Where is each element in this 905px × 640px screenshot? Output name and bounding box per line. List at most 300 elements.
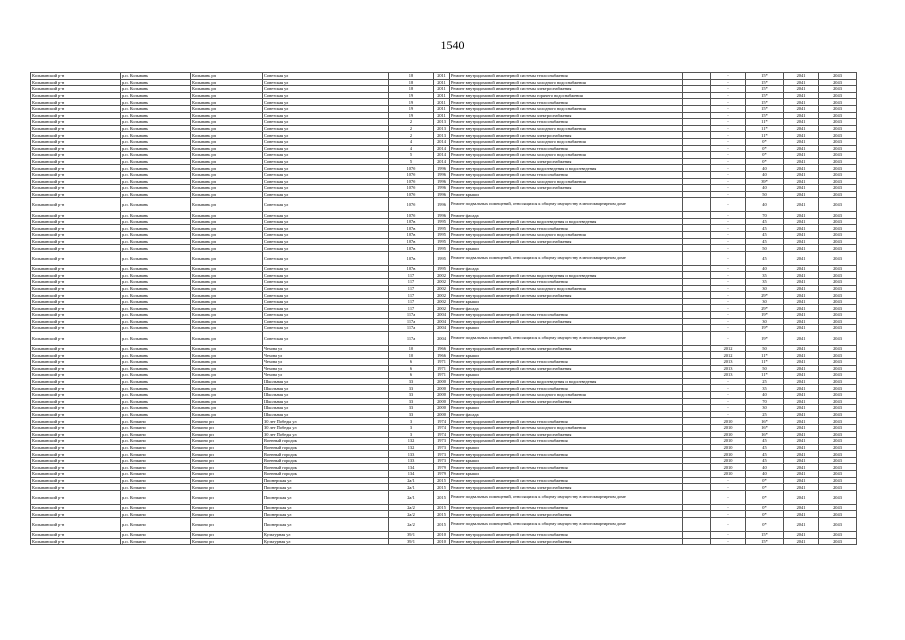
cell-house: 107в (389, 245, 434, 252)
cell-district: Колыванский р-н (31, 152, 121, 159)
cell-work-type: Ремонт крыши (450, 298, 683, 305)
cell-last-repair: - (711, 391, 746, 398)
cell-locality: р.п. Колывань (121, 158, 191, 165)
cell-year: 2011 (434, 92, 450, 99)
table-row (31, 444, 857, 451)
cell-last-repair: - (711, 112, 746, 119)
cell-wear: 16* (746, 424, 784, 431)
cell-plan-end: 2043 (819, 305, 857, 312)
cell-district: Колыванский р-н (31, 178, 121, 185)
cell-settlement: Колывань рп (191, 305, 263, 312)
cell-spacer (683, 424, 711, 431)
cell-house: 107б (389, 191, 434, 198)
cell-wear: 30 (746, 298, 784, 305)
cell-street: Советская ул (263, 79, 389, 86)
cell-plan-end: 2043 (819, 152, 857, 159)
table-row (31, 86, 857, 93)
cell-district: Колыванский р-н (31, 119, 121, 126)
cell-settlement: Кочкино рп (191, 431, 263, 438)
cell-plan-start: 2041 (784, 431, 819, 438)
cell-wear: 0* (746, 504, 784, 511)
cell-locality: р.п. Колывань (121, 191, 191, 198)
cell-last-repair: - (711, 245, 746, 252)
cell-district: Колыванский р-н (31, 312, 121, 319)
cell-locality: р.п. Кочкино (121, 471, 191, 478)
cell-last-repair: - (711, 272, 746, 279)
cell-locality: р.п. Колывань (121, 225, 191, 232)
cell-year: 1996 (434, 198, 450, 212)
cell-house: 117 (389, 298, 434, 305)
cell-spacer (683, 138, 711, 145)
cell-wear: 11* (746, 132, 784, 139)
cell-plan-end: 2043 (819, 345, 857, 352)
cell-settlement: Кочкино рп (191, 532, 263, 539)
cell-year: 2015 (434, 490, 450, 504)
cell-wear: 40 (746, 471, 784, 478)
cell-year: 1973 (434, 438, 450, 445)
cell-plan-end: 2043 (819, 511, 857, 518)
cell-street: Советская ул (263, 292, 389, 299)
table-row (31, 345, 857, 352)
cell-plan-end: 2043 (819, 385, 857, 392)
cell-wear: 19* (746, 331, 784, 345)
cell-settlement: Кочкино рп (191, 424, 263, 431)
cell-wear: 0* (746, 477, 784, 484)
table-row (31, 318, 857, 325)
cell-year: 2000 (434, 378, 450, 385)
table-row (31, 138, 857, 145)
cell-locality: р.п. Колывань (121, 73, 191, 80)
cell-work-type: Ремонт внутридомовой инженерной системы электроснабжения (450, 238, 683, 245)
cell-street: Советская ул (263, 119, 389, 126)
cell-plan-start: 2041 (784, 178, 819, 185)
cell-spacer (683, 218, 711, 225)
cell-plan-end: 2043 (819, 532, 857, 539)
cell-last-repair: - (711, 198, 746, 212)
cell-spacer (683, 464, 711, 471)
cell-district: Колыванский р-н (31, 457, 121, 464)
cell-last-repair: - (711, 325, 746, 332)
cell-wear: 30 (746, 405, 784, 412)
cell-plan-end: 2043 (819, 292, 857, 299)
cell-last-repair: - (711, 285, 746, 292)
cell-locality: р.п. Колывань (121, 198, 191, 212)
cell-plan-start: 2041 (784, 318, 819, 325)
cell-locality: р.п. Колывань (121, 372, 191, 379)
cell-last-repair: - (711, 318, 746, 325)
cell-house: 107в (389, 238, 434, 245)
table-row (31, 484, 857, 491)
cell-work-type: Ремонт внутридомовой инженерной системы холодного водоснабжения (450, 152, 683, 159)
cell-locality: р.п. Колывань (121, 178, 191, 185)
cell-plan-end: 2043 (819, 451, 857, 458)
cell-street: Военный городок (263, 457, 389, 464)
cell-work-type: Ремонт внутридомовой инженерной системы теплоснабжения (450, 477, 683, 484)
cell-street: Советская ул (263, 178, 389, 185)
cell-house: 19 (389, 99, 434, 106)
cell-plan-start: 2041 (784, 345, 819, 352)
cell-district: Колыванский р-н (31, 145, 121, 152)
cell-year: 2002 (434, 298, 450, 305)
cell-spacer (683, 325, 711, 332)
cell-district: Колыванский р-н (31, 238, 121, 245)
cell-house: 107в (389, 225, 434, 232)
cell-locality: р.п. Колывань (121, 305, 191, 312)
table-row (31, 358, 857, 365)
table-row (31, 538, 857, 545)
cell-last-repair: 2010 (711, 444, 746, 451)
cell-year: 2015 (434, 477, 450, 484)
cell-district: Колыванский р-н (31, 285, 121, 292)
cell-plan-start: 2041 (784, 132, 819, 139)
cell-street: Советская ул (263, 99, 389, 106)
cell-wear: 15* (746, 73, 784, 80)
cell-wear: 30 (746, 285, 784, 292)
cell-locality: р.п. Колывань (121, 165, 191, 172)
cell-spacer (683, 405, 711, 412)
cell-plan-end: 2043 (819, 424, 857, 431)
cell-district: Колыванский р-н (31, 92, 121, 99)
cell-wear: 45 (746, 438, 784, 445)
cell-last-repair: - (711, 165, 746, 172)
cell-plan-start: 2041 (784, 285, 819, 292)
cell-plan-start: 2041 (784, 218, 819, 225)
cell-house: 33 (389, 398, 434, 405)
cell-plan-start: 2041 (784, 518, 819, 532)
cell-district: Колыванский р-н (31, 345, 121, 352)
cell-settlement: Кочкино рп (191, 477, 263, 484)
cell-spacer (683, 484, 711, 491)
cell-locality: р.п. Колывань (121, 99, 191, 106)
cell-street: Советская ул (263, 232, 389, 239)
cell-year: 2002 (434, 292, 450, 299)
cell-wear: 40 (746, 198, 784, 212)
cell-last-repair: - (711, 398, 746, 405)
cell-district: Колыванский р-н (31, 411, 121, 418)
cell-year: 2011 (434, 105, 450, 112)
table-row (31, 245, 857, 252)
cell-year: 1979 (434, 464, 450, 471)
cell-district: Колыванский р-н (31, 165, 121, 172)
cell-settlement: Колывань рп (191, 79, 263, 86)
cell-street: Советская ул (263, 86, 389, 93)
cell-locality: р.п. Кочкино (121, 418, 191, 425)
cell-district: Колыванский р-н (31, 218, 121, 225)
cell-last-repair: - (711, 86, 746, 93)
table-row (31, 305, 857, 312)
cell-settlement: Колывань рп (191, 73, 263, 80)
cell-settlement: Колывань рп (191, 265, 263, 272)
cell-wear: 15* (746, 538, 784, 545)
cell-house: 33 (389, 391, 434, 398)
cell-work-type: Ремонт внутридомовой инженерной системы теплоснабжения (450, 145, 683, 152)
cell-plan-end: 2043 (819, 198, 857, 212)
cell-spacer (683, 279, 711, 286)
cell-year: 2004 (434, 318, 450, 325)
cell-spacer (683, 185, 711, 192)
cell-year: 2002 (434, 285, 450, 292)
cell-plan-end: 2043 (819, 298, 857, 305)
cell-year: 2015 (434, 518, 450, 532)
cell-plan-start: 2041 (784, 99, 819, 106)
cell-house: 107б (389, 212, 434, 219)
cell-work-type: Ремонт внутридомовой инженерной системы теплоснабжения (450, 451, 683, 458)
cell-year: 1979 (434, 471, 450, 478)
cell-district: Колыванский р-н (31, 504, 121, 511)
cell-house: 2а/2 (389, 518, 434, 532)
cell-settlement: Колывань рп (191, 86, 263, 93)
table-row (31, 272, 857, 279)
cell-spacer (683, 398, 711, 405)
cell-wear: 35 (746, 279, 784, 286)
table-row (31, 125, 857, 132)
cell-plan-start: 2041 (784, 232, 819, 239)
cell-house: 39/1 (389, 538, 434, 545)
table-row (31, 251, 857, 265)
cell-house: 117 (389, 285, 434, 292)
cell-work-type: Ремонт внутридомовой инженерной системы теплоснабжения (450, 279, 683, 286)
cell-district: Колыванский р-н (31, 325, 121, 332)
cell-locality: р.п. Колывань (121, 152, 191, 159)
cell-year: 1996 (434, 212, 450, 219)
cell-district: Колыванский р-н (31, 477, 121, 484)
cell-spacer (683, 292, 711, 299)
repair-schedule-table-container (30, 72, 856, 545)
cell-district: Колыванский р-н (31, 532, 121, 539)
cell-wear: 11* (746, 372, 784, 379)
cell-locality: р.п. Колывань (121, 345, 191, 352)
cell-spacer (683, 212, 711, 219)
cell-plan-start: 2041 (784, 532, 819, 539)
cell-settlement: Колывань рп (191, 345, 263, 352)
cell-plan-end: 2043 (819, 431, 857, 438)
cell-spacer (683, 477, 711, 484)
cell-plan-start: 2041 (784, 398, 819, 405)
cell-locality: р.п. Колывань (121, 352, 191, 359)
cell-last-repair: - (711, 171, 746, 178)
table-row (31, 391, 857, 398)
cell-plan-end: 2043 (819, 132, 857, 139)
cell-locality: р.п. Колывань (121, 86, 191, 93)
cell-street: Советская ул (263, 198, 389, 212)
cell-spacer (683, 86, 711, 93)
cell-spacer (683, 352, 711, 359)
cell-wear: 45 (746, 225, 784, 232)
cell-spacer (683, 451, 711, 458)
cell-plan-end: 2043 (819, 378, 857, 385)
cell-plan-end: 2043 (819, 138, 857, 145)
cell-year: 1995 (434, 218, 450, 225)
cell-street: Чехова ул (263, 345, 389, 352)
cell-last-repair: - (711, 232, 746, 239)
table-row (31, 398, 857, 405)
cell-house: 3 (389, 424, 434, 431)
cell-district: Колыванский р-н (31, 358, 121, 365)
cell-street: Чехова ул (263, 372, 389, 379)
cell-settlement: Колывань рп (191, 331, 263, 345)
cell-district: Колыванский р-н (31, 444, 121, 451)
cell-work-type: Ремонт крыши (450, 405, 683, 412)
cell-locality: р.п. Колывань (121, 218, 191, 225)
cell-plan-end: 2043 (819, 490, 857, 504)
cell-spacer (683, 532, 711, 539)
cell-house: 5 (389, 158, 434, 165)
cell-work-type: Ремонт внутридомовой инженерной системы теплоснабжения (450, 385, 683, 392)
table-row (31, 198, 857, 212)
cell-settlement: Колывань рп (191, 391, 263, 398)
cell-district: Колыванский р-н (31, 73, 121, 80)
cell-spacer (683, 79, 711, 86)
cell-house: 117 (389, 272, 434, 279)
cell-work-type: Ремонт внутридомовой инженерной системы теплоснабжения (450, 504, 683, 511)
cell-settlement: Колывань рп (191, 152, 263, 159)
cell-wear: 45 (746, 238, 784, 245)
cell-street: Пионерская ул (263, 511, 389, 518)
cell-spacer (683, 438, 711, 445)
cell-wear: 11* (746, 119, 784, 126)
cell-wear: 70 (746, 212, 784, 219)
table-row (31, 225, 857, 232)
cell-work-type: Ремонт внутридомовой инженерной системы теплоснабжения (450, 225, 683, 232)
cell-street: Школьная ул (263, 385, 389, 392)
cell-plan-end: 2043 (819, 325, 857, 332)
cell-work-type: Ремонт внутридомовой инженерной системы электроснабжения (450, 158, 683, 165)
cell-spacer (683, 251, 711, 265)
cell-house: 133 (389, 457, 434, 464)
cell-last-repair: 2010 (711, 464, 746, 471)
cell-plan-end: 2043 (819, 285, 857, 292)
cell-spacer (683, 518, 711, 532)
cell-work-type: Ремонт внутридомовой инженерной системы водоотведения и водоотведения (450, 165, 683, 172)
cell-year: 1995 (434, 238, 450, 245)
cell-year: 2004 (434, 312, 450, 319)
cell-house: 19 (389, 92, 434, 99)
cell-last-repair: 2010 (711, 457, 746, 464)
cell-house: 117 (389, 279, 434, 286)
cell-plan-start: 2041 (784, 391, 819, 398)
cell-settlement: Колывань рп (191, 405, 263, 412)
cell-last-repair: - (711, 119, 746, 126)
cell-settlement: Колывань рп (191, 318, 263, 325)
cell-locality: р.п. Кочкино (121, 424, 191, 431)
cell-spacer (683, 105, 711, 112)
cell-street: 30 лет Победы ул (263, 431, 389, 438)
cell-plan-end: 2043 (819, 538, 857, 545)
cell-locality: р.п. Колывань (121, 79, 191, 86)
cell-house: 107в (389, 251, 434, 265)
cell-plan-end: 2043 (819, 112, 857, 119)
cell-settlement: Колывань рп (191, 352, 263, 359)
cell-last-repair: - (711, 92, 746, 99)
cell-work-type: Ремонт внутридомовой инженерной системы электроснабжения (450, 365, 683, 372)
cell-plan-end: 2043 (819, 165, 857, 172)
cell-plan-start: 2041 (784, 238, 819, 245)
cell-last-repair: - (711, 292, 746, 299)
cell-street: Пионерская ул (263, 477, 389, 484)
cell-plan-start: 2041 (784, 272, 819, 279)
cell-work-type: Ремонт внутридомовой инженерной системы электроснабжения (450, 132, 683, 139)
cell-wear: 0* (746, 158, 784, 165)
cell-last-repair: 2013 (711, 365, 746, 372)
cell-last-repair: - (711, 411, 746, 418)
cell-work-type: Ремонт подвальных помещений, относящихся к общему имуществу в многоквартирном доме (450, 518, 683, 532)
cell-last-repair: 2010 (711, 438, 746, 445)
cell-house: 5 (389, 152, 434, 159)
cell-settlement: Колывань рп (191, 411, 263, 418)
cell-settlement: Кочкино рп (191, 451, 263, 458)
cell-district: Колыванский р-н (31, 212, 121, 219)
cell-street: Военный городок (263, 451, 389, 458)
cell-year: 2013 (434, 125, 450, 132)
cell-wear: 19* (746, 312, 784, 319)
cell-spacer (683, 411, 711, 418)
cell-settlement: Колывань рп (191, 185, 263, 192)
table-row (31, 331, 857, 345)
cell-work-type: Ремонт внутридомовой инженерной системы электроснабжения (450, 484, 683, 491)
cell-street: Советская ул (263, 279, 389, 286)
cell-year: 2013 (434, 119, 450, 126)
cell-work-type: Ремонт подвальных помещений, относящихся к общему имуществу в многоквартирном доме (450, 198, 683, 212)
cell-spacer (683, 345, 711, 352)
cell-house: 107в (389, 218, 434, 225)
cell-street: Советская ул (263, 105, 389, 112)
cell-plan-start: 2041 (784, 251, 819, 265)
cell-spacer (683, 418, 711, 425)
cell-plan-end: 2043 (819, 191, 857, 198)
cell-district: Колыванский р-н (31, 232, 121, 239)
cell-settlement: Колывань рп (191, 272, 263, 279)
cell-settlement: Колывань рп (191, 358, 263, 365)
cell-district: Колыванский р-н (31, 372, 121, 379)
cell-district: Колыванский р-н (31, 158, 121, 165)
cell-district: Колыванский р-н (31, 438, 121, 445)
table-row (31, 145, 857, 152)
cell-settlement: Колывань рп (191, 218, 263, 225)
cell-district: Колыванский р-н (31, 305, 121, 312)
cell-year: 1971 (434, 358, 450, 365)
cell-plan-start: 2041 (784, 451, 819, 458)
cell-plan-end: 2043 (819, 92, 857, 99)
cell-district: Колыванский р-н (31, 272, 121, 279)
cell-settlement: Кочкино рп (191, 504, 263, 511)
cell-settlement: Колывань рп (191, 178, 263, 185)
cell-plan-end: 2043 (819, 457, 857, 464)
cell-year: 1995 (434, 225, 450, 232)
cell-locality: р.п. Кочкино (121, 484, 191, 491)
cell-spacer (683, 145, 711, 152)
cell-last-repair: 2010 (711, 471, 746, 478)
cell-house: 6 (389, 372, 434, 379)
cell-house: 117 (389, 292, 434, 299)
cell-street: Советская ул (263, 272, 389, 279)
cell-year: 2011 (434, 79, 450, 86)
cell-street: Советская ул (263, 238, 389, 245)
cell-year: 1971 (434, 372, 450, 379)
table-row (31, 99, 857, 106)
cell-work-type: Ремонт внутридомовой инженерной системы холодного водоснабжения (450, 125, 683, 132)
table-row (31, 451, 857, 458)
cell-work-type: Ремонт подвальных помещений, относящихся к общему имуществу в многоквартирном доме (450, 251, 683, 265)
cell-plan-start: 2041 (784, 79, 819, 86)
cell-district: Колыванский р-н (31, 385, 121, 392)
cell-spacer (683, 119, 711, 126)
cell-plan-end: 2043 (819, 372, 857, 379)
cell-last-repair: - (711, 538, 746, 545)
cell-plan-start: 2041 (784, 352, 819, 359)
cell-plan-start: 2041 (784, 171, 819, 178)
cell-plan-end: 2043 (819, 464, 857, 471)
cell-street: Советская ул (263, 298, 389, 305)
